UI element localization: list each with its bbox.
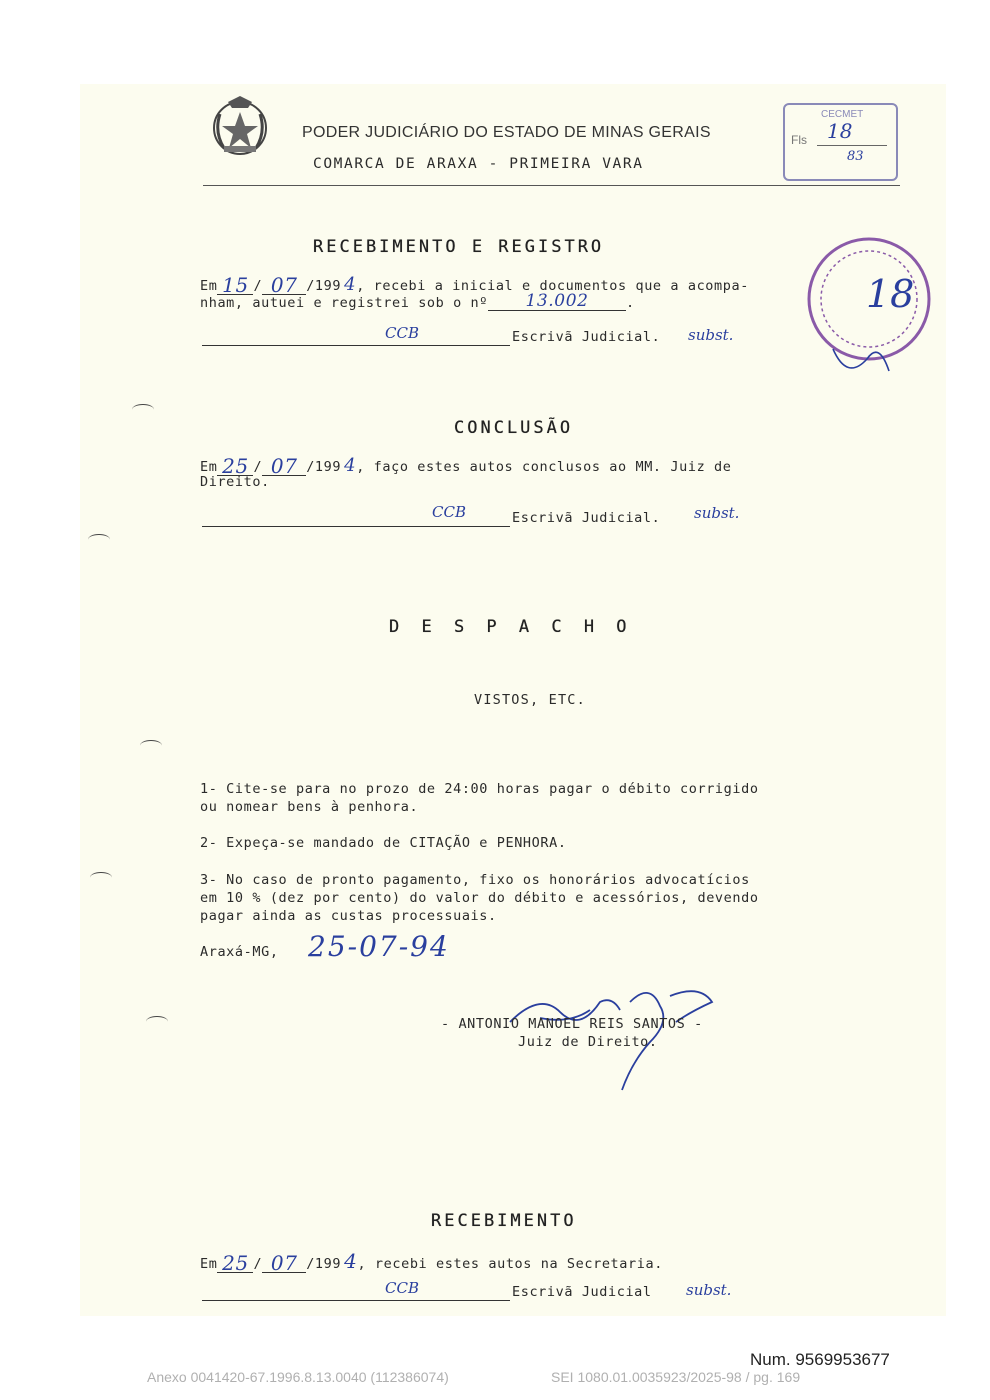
anexo-reference: Anexo 0041420-67.1996.8.13.0040 (112386074) <box>147 1369 449 1385</box>
registro-number: 13.002 <box>525 291 589 311</box>
recebimento-initials: CCB <box>385 1279 419 1297</box>
month-field <box>262 1251 306 1275</box>
despacho-item-3-line-2: em 10 % (dez por cento) do valor do débito e acessórios, devendo <box>200 890 759 906</box>
vistos-text: VISTOS, ETC. <box>474 692 586 708</box>
year-digit: 4 <box>344 455 357 476</box>
signature-line <box>202 344 510 346</box>
registro-initials: CCB <box>385 324 419 342</box>
despacho-item-3-line-1: 3- No caso de pronto pagamento, fixo os honorários advocatícios <box>200 872 750 888</box>
month-value: 07 <box>270 454 298 478</box>
escriva-label: Escrivã Judicial. <box>512 510 661 526</box>
escriva-label: Escrivã Judicial <box>512 1284 652 1300</box>
header-rule <box>203 185 900 186</box>
folio-stamp <box>783 103 898 181</box>
registro-text-1: , recebi a inicial e documentos que a acompa- <box>356 278 749 294</box>
recebimento-line-1: Em 25 / 07 /199 4, recebi estes autos na Secretaria. <box>200 1249 663 1275</box>
judge-title: Juiz de Direito. <box>518 1034 658 1050</box>
section-title-recebimento: RECEBIMENTO <box>431 1211 577 1231</box>
conclusao-line-1: Em 25 / 07 /199 4, faço estes autos conclusos ao MM. Juiz de <box>200 454 732 478</box>
registro-period: . <box>626 295 635 311</box>
conclusao-text-2: Direito. <box>200 474 270 490</box>
subst-note: subst. <box>688 326 734 344</box>
punch-hole <box>88 534 110 545</box>
sei-reference: SEI 1080.01.0035923/2025-98 / pg. 169 <box>551 1369 801 1385</box>
day-value: 25 <box>222 1251 249 1275</box>
section-title-despacho: D E S P A C H O <box>389 617 633 637</box>
year-digit: 4 <box>344 1249 358 1273</box>
registro-text-2: nham, autuei e registrei sob o nº <box>200 295 489 311</box>
despacho-item-2: 2- Expeça-se mandado de CITAÇÃO e PENHORA. <box>200 835 567 851</box>
document-number: Num. 9569953677 <box>750 1350 890 1369</box>
stamp-line <box>817 145 887 146</box>
despacho-date: 25-07-94 <box>308 930 450 963</box>
registro-number-field <box>488 291 626 311</box>
year-prefix: /199 <box>306 1256 342 1272</box>
year-prefix: /199 <box>306 278 342 294</box>
stamp-fls-number: 18 <box>827 119 853 143</box>
year-digit: 4 <box>344 274 357 295</box>
day-field <box>217 1251 253 1275</box>
registro-line-2 <box>200 291 635 311</box>
escriva-label: Escrivã Judicial. <box>512 329 661 345</box>
month-value: 07 <box>270 1251 298 1275</box>
punch-hole <box>146 1016 168 1027</box>
conclusao-initials: CCB <box>432 503 466 521</box>
punch-hole <box>90 872 112 883</box>
stamp-fls-label: Fls <box>791 133 807 147</box>
stamp-initials: 83 <box>847 149 864 164</box>
signature-line <box>202 1299 510 1301</box>
court-name: PODER JUDICIÁRIO DO ESTADO DE MINAS GERAIS <box>302 124 711 141</box>
despacho-item-3-line-3: pagar ainda as custas processuais. <box>200 908 497 924</box>
recebimento-text-1: , recebi estes autos na Secretaria. <box>357 1256 663 1272</box>
despacho-item-1-line-1: 1- Cite-se para no prozo de 24:00 horas pagar o débito corrigido <box>200 781 759 797</box>
em-label: Em <box>200 459 218 475</box>
conclusao-text-1: , faço estes autos conclusos ao MM. Juiz de <box>356 459 732 475</box>
place-label: Araxá-MG, <box>200 944 279 960</box>
em-label: Em <box>200 278 218 294</box>
punch-hole <box>132 404 154 415</box>
despacho-item-1-line-2: ou nomear bens à penhora. <box>200 799 419 815</box>
day-value: 15 <box>222 273 249 297</box>
day-value: 25 <box>222 454 249 478</box>
signature-line <box>202 525 510 527</box>
registro-line-1: Em 15 / 07 /199 4, recebi a inicial e documentos que a acompa- <box>200 273 749 297</box>
stamp-top-text: CECMET <box>821 109 864 120</box>
month-field <box>262 273 306 297</box>
month-value: 07 <box>270 273 298 297</box>
coat-of-arms-icon <box>208 94 272 160</box>
section-title-recebimento-registro: RECEBIMENTO E REGISTRO <box>313 237 605 257</box>
day-field <box>217 273 253 297</box>
section-title-conclusao: CONCLUSÃO <box>454 418 574 438</box>
punch-hole <box>140 740 162 751</box>
subst-note: subst. <box>694 504 740 522</box>
year-prefix: /199 <box>306 459 342 475</box>
seal-number: 18 <box>866 272 915 316</box>
comarca-name: COMARCA DE ARAXA - PRIMEIRA VARA <box>313 156 644 172</box>
judge-name: - ANTONIO MANOEL REIS SANTOS - <box>441 1016 703 1032</box>
subst-note: subst. <box>686 1281 732 1299</box>
em-label: Em <box>200 1256 218 1272</box>
